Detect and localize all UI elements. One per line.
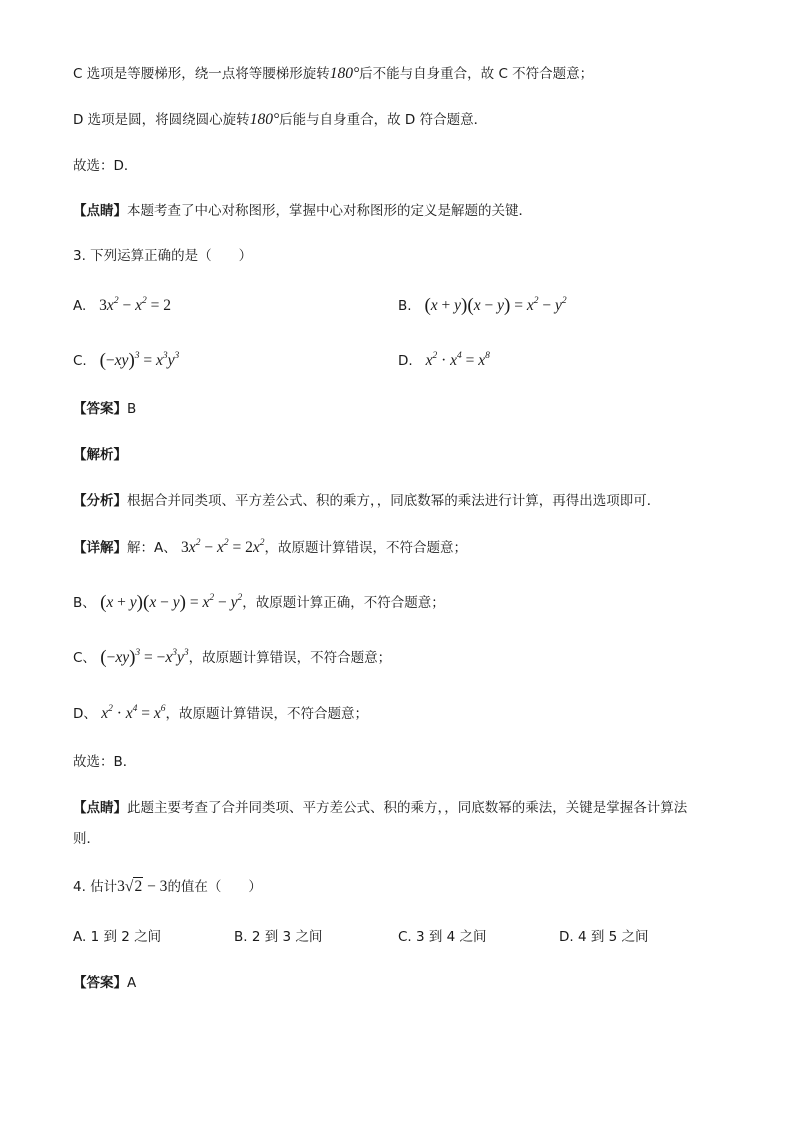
option-c bbox=[73, 351, 179, 371]
option-label: A. bbox=[73, 298, 87, 314]
formula: $(x + y)(x - y) = x^2 - y^2$ bbox=[424, 295, 567, 316]
text: 后能与自身重合，故 D 符合题意． bbox=[279, 112, 488, 128]
option-label: C. bbox=[73, 353, 87, 369]
text: B、 bbox=[73, 595, 96, 611]
text: ，故原题计算错误，不符合题意； bbox=[188, 650, 392, 666]
answer-value: B bbox=[127, 401, 137, 417]
text: C、 bbox=[73, 650, 96, 666]
formula: $3x^2 - x^2 = 2x^2$ bbox=[181, 537, 265, 556]
question-4 bbox=[73, 877, 262, 897]
tag: 【解析】 bbox=[73, 447, 127, 463]
select-b: 故选：B． bbox=[73, 754, 137, 770]
tag: 【点睛】 bbox=[73, 203, 127, 219]
select-d: 故选：D． bbox=[73, 158, 138, 174]
text: D、 bbox=[73, 706, 97, 722]
answer-4 bbox=[73, 973, 136, 993]
tag: 【详解】 bbox=[73, 540, 127, 556]
option-a bbox=[73, 296, 171, 316]
text: 此题主要考查了合并同类项、平方差公式、积的乘方，，同底数幂的乘法，关键是掌握各计算法 bbox=[127, 800, 688, 816]
question-3: 3. 下列运算正确的是（ ） bbox=[73, 248, 253, 264]
xiangjie-c bbox=[73, 648, 391, 668]
text: ，故原题计算正确，不符合题意； bbox=[242, 595, 445, 611]
text: 4. 估计 bbox=[73, 879, 118, 895]
formula: $x^2 \cdot x^4 = x^6$ bbox=[101, 703, 166, 722]
formula: 3√2 − 3 bbox=[117, 878, 168, 895]
text: 的值在（ ） bbox=[167, 879, 262, 895]
xiangjie-b bbox=[73, 593, 445, 613]
text: 后不能与自身重合，故 C 不符合题意； bbox=[359, 66, 594, 82]
tag: 【答案】 bbox=[73, 975, 127, 991]
text: 根据合并同类项、平方差公式、积的乘方，，同底数幂的乘法进行计算，再得出选项即可． bbox=[127, 493, 661, 509]
text: ，故原题计算错误，不符合题意； bbox=[165, 706, 369, 722]
jiexi bbox=[73, 445, 127, 465]
formula: $(x + y)(x - y) = x^2 - y^2$ bbox=[100, 592, 243, 613]
formula: $(-xy)^3 = x^3y^3$ bbox=[99, 350, 180, 371]
formula: $(-xy)^3 = -x^3y^3$ bbox=[100, 647, 189, 668]
tag: 【答案】 bbox=[73, 401, 127, 417]
formula: $x^2 \cdot x^4 = x^8$ bbox=[425, 350, 490, 369]
angle: 180° bbox=[249, 111, 280, 128]
formula: $3x^2 - x^2 = 2$ bbox=[99, 295, 171, 314]
explanation-c bbox=[73, 64, 593, 84]
q4-option-c: C. 3 到 4 之间 bbox=[398, 929, 487, 945]
dianjing-2 bbox=[73, 798, 687, 818]
option-d bbox=[398, 351, 490, 371]
dianjing-2-cont: 则． bbox=[73, 831, 100, 847]
q4-option-d: D. 4 到 5 之间 bbox=[559, 929, 649, 945]
answer-value: A bbox=[127, 975, 137, 991]
tag: 【分析】 bbox=[73, 493, 127, 509]
explanation-d bbox=[73, 110, 487, 130]
tag: 【点睛】 bbox=[73, 800, 127, 816]
text: D 选项是圆，将圆绕圆心旋转 bbox=[73, 112, 250, 128]
option-b bbox=[398, 296, 567, 316]
option-label: D. bbox=[398, 353, 413, 369]
text: 解：A、 bbox=[127, 540, 177, 556]
option-label: B. bbox=[398, 298, 412, 314]
answer-3 bbox=[73, 399, 136, 419]
text: 本题考查了中心对称图形，掌握中心对称图形的定义是解题的关键． bbox=[127, 203, 532, 219]
text: C 选项是等腰梯形，绕一点将等腰梯形旋转 bbox=[73, 66, 330, 82]
q4-option-a: A. 1 到 2 之间 bbox=[73, 929, 162, 945]
fenxi bbox=[73, 491, 660, 511]
xiangjie-a bbox=[73, 538, 467, 558]
xiangjie-d bbox=[73, 704, 368, 724]
text: ，故原题计算错误，不符合题意； bbox=[264, 540, 467, 556]
q4-option-b: B. 2 到 3 之间 bbox=[234, 929, 323, 945]
angle: 180° bbox=[329, 65, 360, 82]
dianjing-1 bbox=[73, 201, 532, 221]
